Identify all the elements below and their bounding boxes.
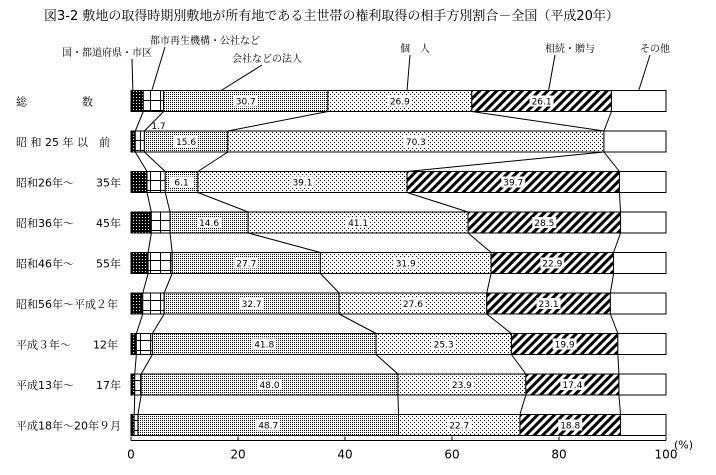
bar-segment-2 (136, 334, 152, 355)
connector-line (487, 314, 512, 334)
bar-segment-2 (135, 131, 144, 152)
bar-segment-6 (618, 334, 666, 355)
connector-line (472, 112, 604, 132)
bar-segment-6 (604, 131, 666, 152)
connector-line (135, 355, 137, 375)
data-label: 30.7 (235, 97, 256, 108)
category-label: 昭和26年～ 35年 (16, 176, 121, 190)
data-label: 31.9 (395, 259, 416, 270)
connector-line (487, 274, 491, 294)
connector-line (141, 355, 152, 375)
data-label: 6.1 (174, 178, 189, 189)
data-label: 15.6 (176, 138, 197, 148)
data-label: 39.7 (503, 178, 524, 189)
x-axis (127, 437, 693, 462)
legend-label: その他 (640, 44, 670, 55)
bar-segment-2 (143, 293, 164, 314)
bar-segment-6 (621, 415, 666, 436)
bar-segment-1 (131, 91, 143, 112)
legend-label: 会社などの法人 (232, 54, 302, 65)
legend-leader-line (221, 65, 262, 91)
connector-line (198, 193, 248, 213)
data-label: 26.9 (389, 97, 410, 108)
legend-callouts (62, 34, 670, 91)
category-label: 昭和46年～ 55年 (16, 257, 121, 271)
connector-line (144, 152, 165, 172)
bar-segment-6 (610, 293, 666, 314)
connector-line (604, 152, 620, 172)
connector-line (152, 314, 164, 334)
category-labels (16, 95, 121, 433)
connector-line (407, 193, 468, 213)
connector-line (511, 355, 525, 375)
legend-label: 国・都道府県・市区 (62, 48, 152, 59)
data-label: 27.6 (402, 300, 423, 310)
connector-line (610, 314, 617, 334)
connector-line (618, 355, 619, 375)
data-label: 22.7 (449, 421, 470, 432)
data-label: 25.3 (433, 340, 454, 351)
connector-line (148, 233, 151, 253)
connector-line (604, 112, 611, 132)
tick-label: 60 (444, 447, 460, 462)
category-label: 昭 和 25 年 以 前 (16, 136, 110, 149)
bar-segment-1 (131, 131, 135, 152)
data-label: 41.8 (254, 340, 275, 351)
bar-segment-1 (131, 374, 135, 395)
category-label: 平成13年～ 17年 (16, 379, 121, 392)
data-label: 14.6 (199, 219, 220, 229)
connector-line (339, 314, 376, 334)
category-label: 昭和56年～平成２年 (16, 298, 118, 311)
connector-line (164, 274, 172, 294)
connector-line (138, 395, 141, 415)
category-label: 平成３年～ 12年 (16, 338, 118, 352)
bar-segment-2 (151, 212, 170, 233)
bar-segment-6 (611, 91, 666, 112)
data-label: 23.9 (451, 381, 472, 391)
legend-label: 相続・贈与 (545, 44, 595, 55)
connector-line (398, 395, 399, 415)
bar-segment-1 (131, 253, 148, 274)
legend-leader-line (132, 59, 133, 91)
bar-segment-2 (134, 415, 138, 436)
bar-segment-1 (131, 334, 136, 355)
connector-line (135, 112, 143, 132)
connector-line (376, 355, 398, 375)
connector-line (143, 274, 148, 294)
connector-line (320, 274, 339, 294)
tick-label: 80 (551, 447, 567, 462)
data-label: 18.8 (560, 421, 581, 432)
bar-segment-6 (614, 253, 666, 274)
data-label: 39.1 (292, 178, 313, 189)
data-label: 27.7 (236, 259, 257, 270)
connector-line (147, 193, 151, 213)
connector-line (407, 152, 604, 172)
connector-line (520, 395, 526, 415)
bar-segment-2 (147, 172, 165, 193)
data-label: 22.9 (542, 259, 563, 270)
legend-leader-line (549, 55, 555, 91)
connector-line (165, 193, 170, 213)
connector-line (135, 152, 147, 172)
bar-segment-1 (131, 172, 147, 193)
connector-line (198, 152, 228, 172)
data-label: 17.4 (562, 381, 583, 391)
axis-unit: (%) (674, 438, 694, 452)
connector-line (248, 233, 320, 253)
connector-line (610, 274, 613, 294)
legend-leader-line (407, 55, 410, 91)
bar-segment-2 (135, 374, 141, 395)
chart-title: 図3-2 敷地の取得時期別敷地が所有地である主世帯の権利取得の相手方別割合－全国（平成20年） (44, 9, 619, 24)
tick-label: 100 (654, 447, 678, 462)
tick-label: 40 (337, 447, 353, 462)
data-label: 70.3 (405, 138, 426, 148)
data-label: 19.9 (554, 340, 575, 351)
connector-line (136, 314, 142, 334)
category-label: 昭和36年～ 45年 (16, 217, 121, 230)
data-label: 48.7 (258, 421, 279, 432)
connector-line (619, 395, 621, 415)
data-label: 41.1 (348, 219, 369, 229)
data-label: 23.1 (538, 300, 559, 310)
small-value-label: 1.7 (151, 122, 166, 132)
data-label: 28.5 (534, 219, 555, 229)
connector-line (170, 233, 172, 253)
connector-line (134, 395, 135, 415)
bar-segment-1 (131, 293, 143, 314)
legend-label: 都市再生機構・公社など (150, 36, 260, 47)
bar-segment-6 (619, 374, 666, 395)
tick-label: 20 (230, 447, 246, 462)
data-label: 26.1 (531, 97, 552, 108)
legend-label: 個 人 (400, 44, 430, 55)
bar-segment-6 (621, 212, 666, 233)
bar-segment-2 (143, 91, 163, 112)
data-label: 32.7 (241, 300, 262, 310)
connector-line (468, 233, 491, 253)
bar-segment-6 (619, 172, 666, 193)
connector-line (619, 193, 620, 213)
category-label: 総 数 (16, 95, 93, 109)
category-label: 平成18年～20年９月 (16, 419, 121, 433)
bar-segment-1 (131, 212, 151, 233)
data-label: 48.0 (259, 381, 280, 391)
connector-line (228, 112, 328, 132)
bar-segment-2 (148, 253, 172, 274)
legend-leader-line (152, 47, 165, 91)
connector-line (614, 233, 621, 253)
tick-label: 0 (127, 447, 135, 462)
legend-leader-line (639, 55, 650, 91)
